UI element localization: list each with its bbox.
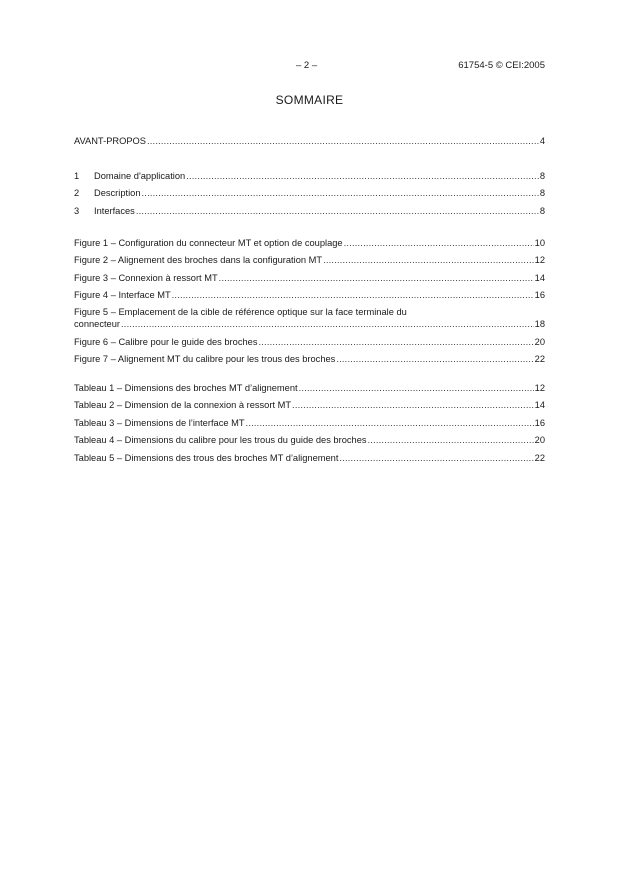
toc-entry-table[interactable] <box>74 429 545 447</box>
toc-entry-section[interactable] <box>74 182 545 200</box>
page-title: SOMMAIRE <box>275 93 344 107</box>
toc-entry-label: Figure 3 – Connexion à ressort MT <box>74 272 218 283</box>
toc-entry-label: Tableau 1 – Dimensions des broches MT d’alignement <box>74 382 298 393</box>
toc-entry-page: 8 <box>539 205 545 216</box>
toc-entry-page: 14 <box>534 272 545 283</box>
toc-entry-section[interactable] <box>74 199 545 217</box>
toc-entry-table[interactable] <box>74 446 545 464</box>
toc-entry-figure[interactable] <box>74 330 545 348</box>
toc-leader-dots <box>258 336 533 348</box>
toc-entry-page: 8 <box>539 170 545 181</box>
toc-entry-figure[interactable] <box>74 266 545 284</box>
toc-entry-page: 20 <box>534 336 545 347</box>
toc-entry-table[interactable] <box>74 376 545 394</box>
toc-entry-section[interactable] <box>74 164 545 182</box>
toc-entry-label: Figure 2 – Alignement des broches dans la configuration MT <box>74 255 323 265</box>
toc-entry-figure[interactable] <box>74 284 545 302</box>
toc-entry-table[interactable] <box>74 394 545 412</box>
toc-leader-dots <box>299 382 534 394</box>
toc-entry-figure[interactable] <box>74 301 545 330</box>
toc-leader-dots <box>186 170 539 182</box>
toc-section-number: 3 <box>74 205 80 216</box>
toc-entry-avant-propos[interactable] <box>74 129 545 147</box>
toc-leader-dots <box>219 272 534 284</box>
toc-leader-dots <box>339 452 533 464</box>
toc-leader-dots <box>147 135 539 147</box>
toc-leader-dots <box>336 353 533 365</box>
toc-tables-block <box>74 376 545 464</box>
toc-entry-label-line2: connecteur <box>74 319 120 329</box>
toc-entry-figure[interactable] <box>74 231 545 249</box>
toc-entry-page: 20 <box>534 435 545 445</box>
toc-entry-label: Tableau 4 – Dimensions du calibre pour les trous du guide des broches <box>74 435 367 445</box>
toc-leader-dots <box>344 237 534 249</box>
toc-entry-page: 16 <box>534 417 545 428</box>
toc-figures-block <box>74 231 545 365</box>
toc-entry-label: Tableau 3 – Dimensions de l’interface MT <box>74 417 245 428</box>
toc-foreword-block <box>74 129 545 147</box>
toc-entry-label: Figure 7 – Alignement MT du calibre pour les trous des broches <box>74 354 336 364</box>
toc-entry-page: 16 <box>534 290 545 300</box>
toc-entry-line2 <box>74 318 545 330</box>
toc-leader-dots <box>323 254 534 266</box>
toc-sections-block <box>74 164 545 217</box>
toc-leader-dots <box>246 417 534 429</box>
toc-entry-table[interactable] <box>74 411 545 429</box>
toc-entry-label: Figure 4 – Interface MT <box>74 290 171 300</box>
toc-leader-dots <box>292 399 534 411</box>
toc-entry-label: Tableau 5 – Dimensions des trous des broches MT d’alignement <box>74 452 339 463</box>
toc-entry-page: 12 <box>534 382 545 393</box>
toc-entry-label: Description <box>94 188 141 198</box>
toc-entry-page: 22 <box>534 354 545 364</box>
toc-entry-label: Figure 6 – Calibre pour le guide des broches <box>74 336 258 347</box>
toc-entry-page: 18 <box>534 319 545 329</box>
toc-leader-dots <box>172 289 534 301</box>
toc-entry-figure[interactable] <box>74 249 545 267</box>
toc-entry-label: Figure 1 – Configuration du connecteur MT et option de couplage <box>74 237 343 248</box>
toc-leader-dots <box>136 205 539 217</box>
toc-entry-page: 4 <box>539 135 545 146</box>
toc-entry-figure[interactable] <box>74 348 545 366</box>
toc-entry-page: 10 <box>534 237 545 248</box>
toc-section-number: 2 <box>74 188 80 198</box>
toc-entry-label: Domaine d'application <box>94 170 186 181</box>
document-reference: 61754-5 © CEI:2005 <box>458 60 545 71</box>
toc-entry-page: 12 <box>534 255 545 265</box>
toc-entry-label: AVANT-PROPOS <box>74 135 146 146</box>
toc-entry-page: 22 <box>534 452 545 463</box>
toc-leader-dots <box>368 434 534 446</box>
toc-leader-dots <box>121 318 534 330</box>
toc-section-number: 1 <box>74 170 80 181</box>
toc-entry-label-line1: Figure 5 – Emplacement de la cible de référence optique sur la face terminale du <box>74 307 407 317</box>
toc-entry-label: Tableau 2 – Dimension de la connexion à ressort MT <box>74 400 292 410</box>
toc-leader-dots <box>142 187 539 199</box>
toc-entry-page: 8 <box>539 188 545 198</box>
page-number: – 2 – <box>296 60 318 71</box>
toc-entry-label: Interfaces <box>94 205 135 216</box>
toc-entry-page: 14 <box>534 400 545 410</box>
